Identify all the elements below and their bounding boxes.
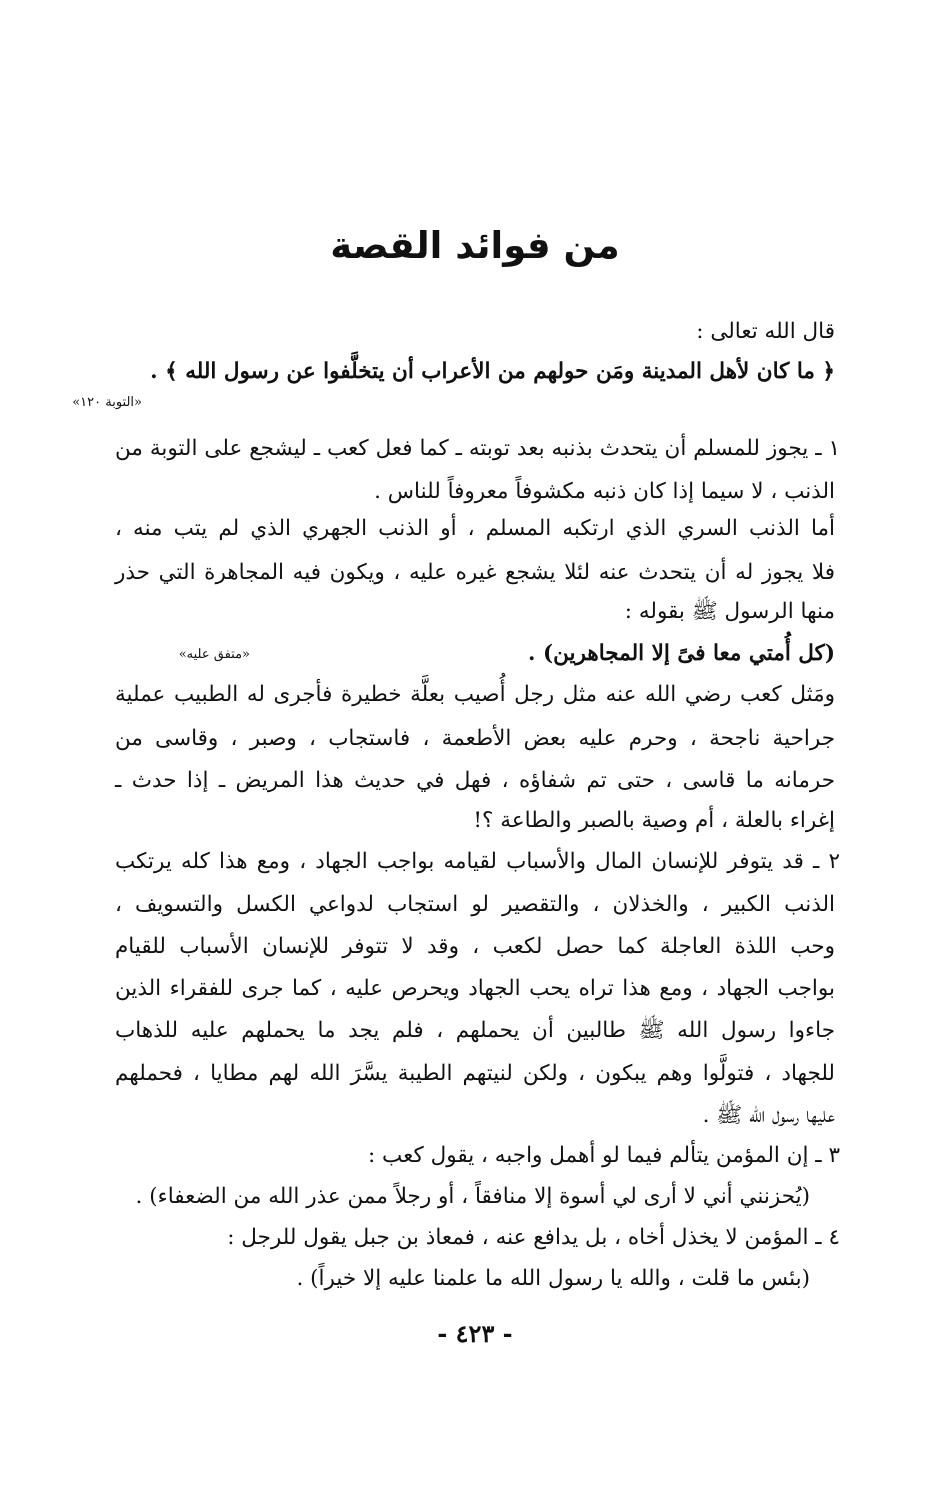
point-1-line-2: الذنب ، لا سيما إذا كان ذنبه مكشوفاً معروفاً للناس . <box>374 479 835 504</box>
point-3-line: ٣ ـ إن المؤمن يتألم فيما لو أهمل واجبه ، يقول كعب : <box>367 1143 840 1168</box>
example-line-4: إغراء بالعلة ، أم وصية بالصبر والطاعة ؟! <box>473 808 835 833</box>
point-1-line-5: منها الرسول ﷺ بقوله : <box>624 599 835 624</box>
point-2-line-4: بواجب الجهاد ، ومع هذا تراه يحب الجهاد ويحرص عليه ، كما جرى للفقراء الذين <box>115 976 835 1001</box>
verse-citation: «التوبة ١٢٠» <box>72 395 142 410</box>
point-1-line-4: فلا يجوز له أن يتحدث عنه لئلا يشجع غيره عليه ، ويكون فيه المجاهرة التي حذر <box>115 560 835 585</box>
hadith-quote: (كل أُمتي معا فىً إلا المجاهرين) . <box>528 641 835 666</box>
example-line-3: حرمانه ما قاسى ، حتى تم شفاؤه ، فهل في حديث هذا المريض ـ إذا حدث ـ <box>115 768 835 793</box>
hadith-citation: «متفق عليه» <box>178 647 250 662</box>
point-1-line-1: ١ ـ يجوز للمسلم أن يتحدث بذنبه بعد توبته ـ كما فعل كعب ـ ليشجع على التوبة من <box>115 436 840 461</box>
point-4-quote: (بئس ما قلت ، والله يا رسول الله ما علمنا عليه إلا خيراً) . <box>296 1266 810 1291</box>
point-4-line: ٤ ـ المؤمن لا يخذل أخاه ، بل يدافع عنه ، فمعاذ بن جبل يقول للرجل : <box>227 1225 840 1250</box>
point-2-line-3: وحب اللذة العاجلة كما حصل لكعب ، وقد لا تتوفر للإنسان الأسباب للقيام <box>115 934 835 959</box>
page-number: - ٤٢٣ - <box>437 1319 513 1348</box>
quran-verse: ﴿ ما كان لأهل المدينة ومَن حولهم من الأعراب أن يتخلَّفوا عن رسول الله ﴾ . <box>150 359 835 384</box>
point-2-line-6: للجهاد ، فتولَّوا وهم يبكون ، ولكن لنيتهم الطيبة يسَّرَ الله لهم مطايا ، فحملهم <box>115 1061 835 1086</box>
point-3-quote: (يُحزنني أني لا أرى لي أسوة إلا منافقاً ، أو رجلاً ممن عذر الله من الضعفاء) . <box>135 1184 810 1209</box>
example-line-2: جراحية ناجحة ، وحرم عليه بعض الأطعمة ، فاستجاب ، وصبر ، وقاسى من <box>115 726 835 751</box>
point-2-line-7: عليها رسول الله ﷺ . <box>702 1103 835 1128</box>
point-2-line-1: ٢ ـ قد يتوفر للإنسان المال والأسباب لقيامه بواجب الجهاد ، ومع هذا كله يرتكب <box>115 849 840 874</box>
point-2-line-2: الذنب الكبير ، والخذلان ، والتقصير لو استجاب لدواعي الكسل والتسويف ، <box>115 892 835 917</box>
example-line-1: ومَثل كعب رضي الله عنه مثل رجل أُصيب بعلَّة خطيرة فأجرى له الطبيب عملية <box>115 682 835 707</box>
point-2-line-5: جاءوا رسول الله ﷺ طالبين أن يحملهم ، فلم يجد ما يحملهم عليه للذهاب <box>115 1018 835 1043</box>
page-title: من فوائد القصة <box>330 224 620 267</box>
intro-line: قال الله تعالى : <box>696 319 835 344</box>
point-1-line-3: أما الذنب السري الذي ارتكبه المسلم ، أو الذنب الجهري الذي لم يتب منه ، <box>115 516 835 541</box>
